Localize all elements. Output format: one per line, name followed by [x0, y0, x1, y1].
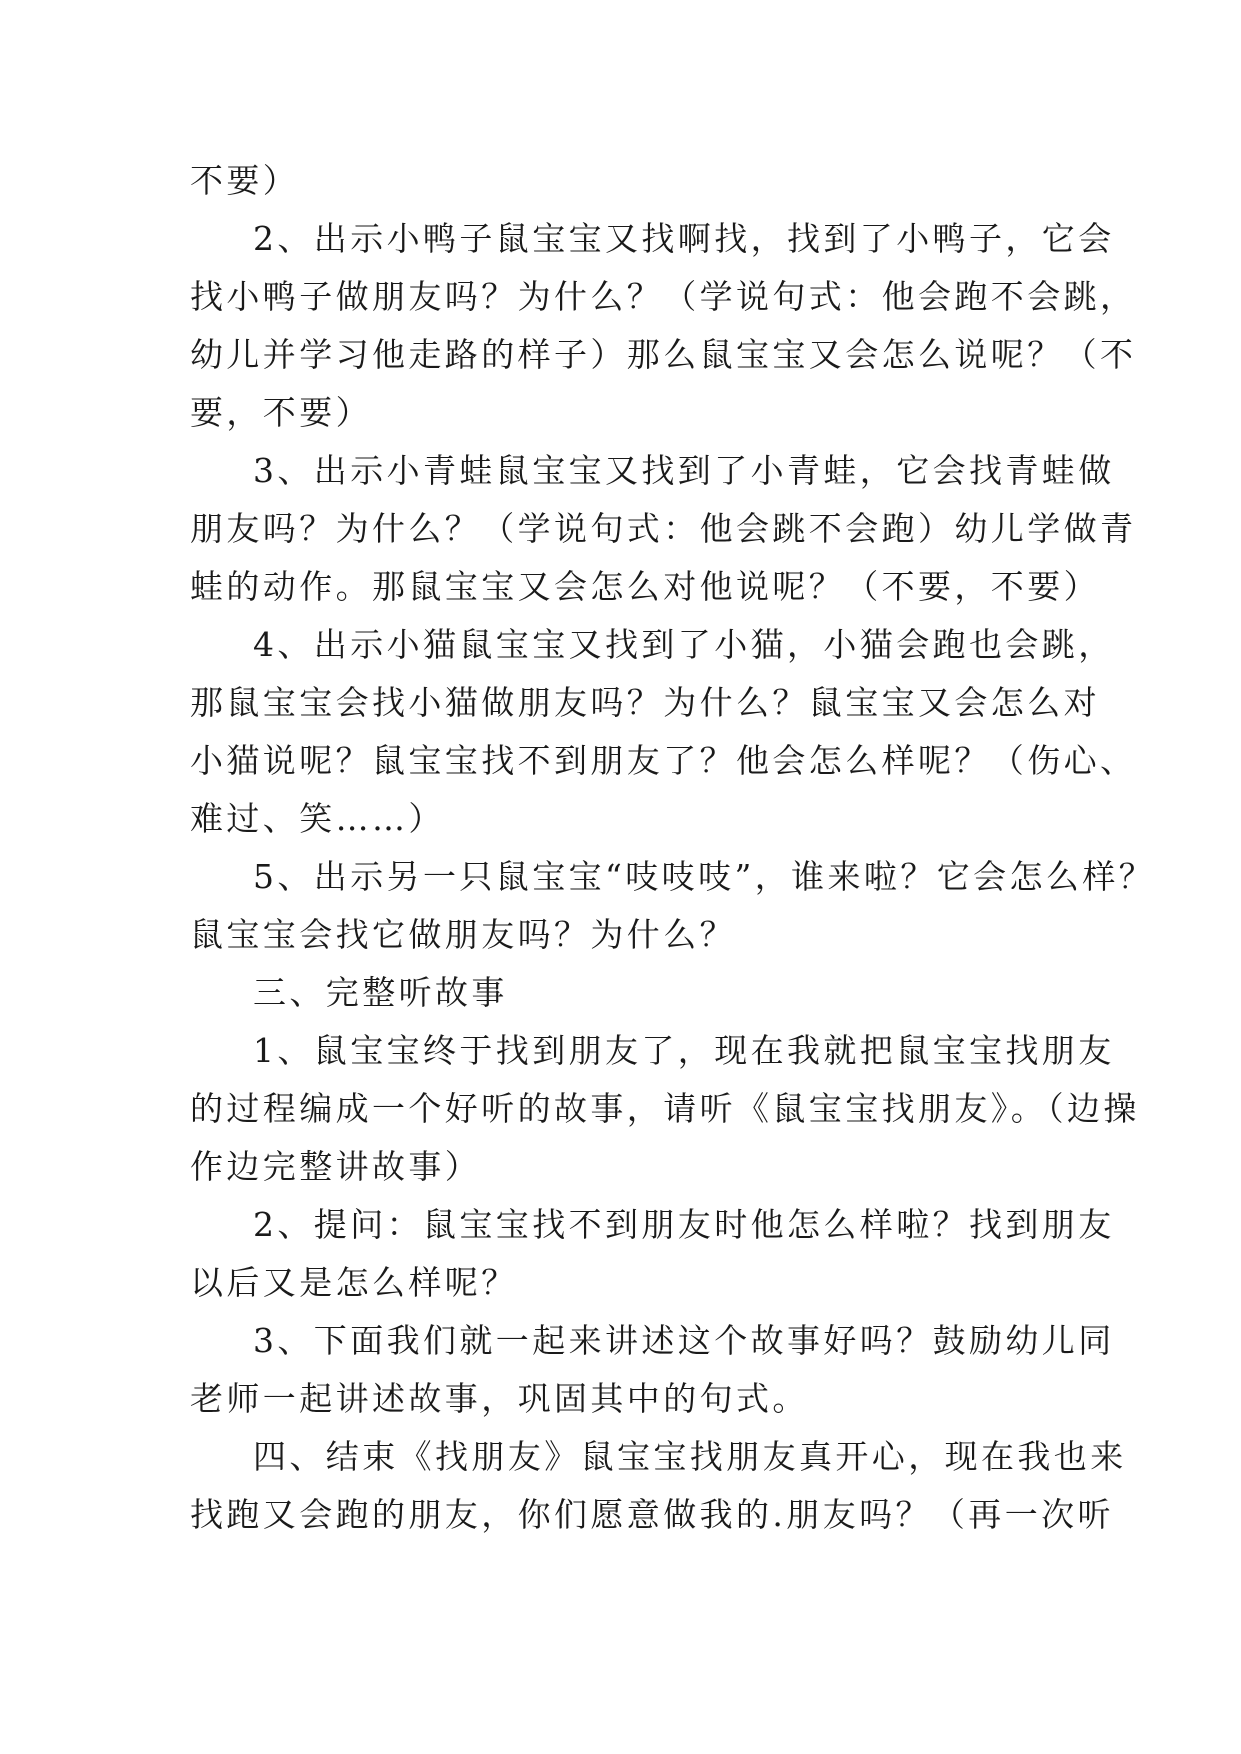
text-line: 要，不要）	[190, 393, 372, 432]
text-line: 5、出示另一只鼠宝宝“吱吱吱”，谁来啦？它会怎么样？	[253, 857, 1156, 896]
text-line: 的过程编成一个好听的故事，请听《鼠宝宝找朋友》。（边操	[190, 1089, 1140, 1128]
text-line: 以后又是怎么样呢？	[190, 1263, 518, 1302]
section-heading: 四、结束《找朋友》鼠宝宝找朋友真开心，现在我也来	[253, 1437, 1127, 1476]
text-line: 找小鸭子做朋友吗？为什么？（学说句式：他会跑不会跳，	[190, 277, 1137, 316]
text-line: 4、出示小猫鼠宝宝又找到了小猫，小猫会跑也会跳，	[253, 625, 1115, 664]
text-line: 1、鼠宝宝终于找到朋友了，现在我就把鼠宝宝找朋友	[253, 1031, 1115, 1070]
text-line: 作边完整讲故事）	[190, 1147, 482, 1186]
text-line: 小猫说呢？鼠宝宝找不到朋友了？他会怎么样呢？（伤心、	[190, 741, 1137, 780]
text-line: 幼儿并学习他走路的样子）那么鼠宝宝又会怎么说呢？（不	[190, 335, 1137, 374]
text-line: 鼠宝宝会找它做朋友吗？为什么？	[190, 915, 736, 954]
text-line: 3、出示小青蛙鼠宝宝又找到了小青蛙，它会找青蛙做	[253, 451, 1115, 490]
text-line: 不要）	[190, 161, 300, 200]
text-line: 老师一起讲述故事，巩固其中的句式。	[190, 1379, 809, 1418]
section-heading: 三、完整听故事	[253, 973, 508, 1012]
text-line: 2、出示小鸭子鼠宝宝又找啊找，找到了小鸭子，它会	[253, 219, 1115, 258]
text-line: 3、下面我们就一起来讲述这个故事好吗？鼓励幼儿同	[253, 1321, 1115, 1360]
text-line: 蛙的动作。那鼠宝宝又会怎么对他说呢？（不要，不要）	[190, 567, 1100, 606]
text-line: 朋友吗？为什么？（学说句式：他会跳不会跑）幼儿学做青	[190, 509, 1137, 548]
text-line: 找跑又会跑的朋友，你们愿意做我的.朋友吗？（再一次听	[190, 1495, 1114, 1534]
text-line: 那鼠宝宝会找小猫做朋友吗？为什么？鼠宝宝又会怎么对	[190, 683, 1100, 722]
text-line: 2、提问：鼠宝宝找不到朋友时他怎么样啦？找到朋友	[253, 1205, 1115, 1244]
text-line: 难过、笑……）	[190, 799, 445, 838]
